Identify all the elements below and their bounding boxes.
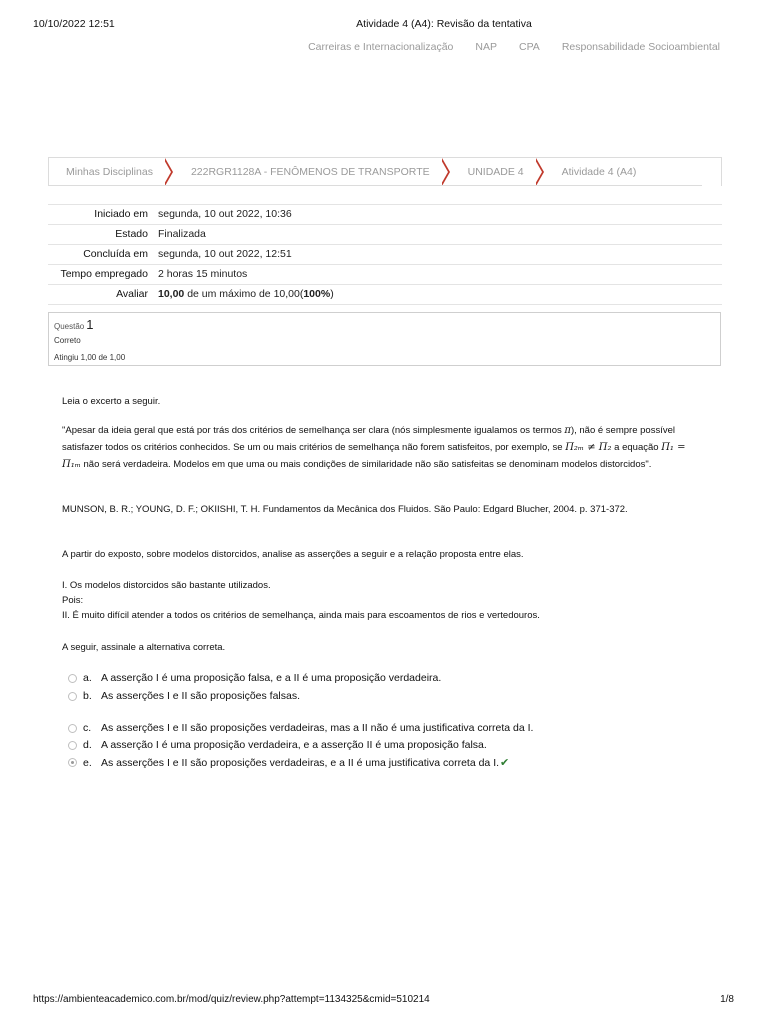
answer-letter: d.: [83, 739, 92, 751]
question-intro: Leia o excerto a seguir.: [62, 396, 161, 407]
top-navigation: [308, 41, 720, 53]
question-reference: MUNSON, B. R.; YOUNG, D. F.; OKIISHI, T. H. Fundamentos da Mecânica dos Fluidos. São Paulo: Edgard Blucher, 2004. p. 371-372.: [62, 504, 628, 515]
print-page-title: Atividade 4 (A4): Revisão da tentativa: [356, 18, 532, 30]
nav-carreiras[interactable]: Carreiras e Internacionalização: [308, 41, 454, 53]
grade-percent: 100%: [303, 288, 331, 300]
print-page-number: 1/8: [720, 994, 734, 1005]
summary-row-state: [48, 225, 722, 245]
answer-text: A asserção I é uma proposição falsa, e a II é uma proposição verdadeira.: [101, 672, 442, 684]
attempt-summary: [48, 204, 722, 305]
radio-selected-icon[interactable]: [68, 758, 77, 767]
quote-part-3: a equação: [611, 442, 662, 453]
nav-responsabilidade[interactable]: Responsabilidade Socioambiental: [561, 41, 720, 53]
quote-part-2: ), não é sempre possível satisfazer todos os critérios conhecidos. Se um ou mais critérios de semelhança não forem satisfeitos, por exemplo, se: [62, 425, 675, 453]
formula-equality: Π₁ = Π₁ₘ: [62, 442, 686, 470]
time-label: Tempo empregado: [60, 268, 148, 280]
question-number-value: 1: [86, 317, 94, 332]
summary-row-started: [48, 205, 722, 225]
radio-icon[interactable]: [68, 674, 77, 683]
quote-part-1: "Apesar da ideia geral que está por trás dos critérios de semelhança ser clara (nós simplesmente igualamos os termos: [62, 425, 565, 436]
summary-row-grade: [48, 285, 722, 305]
assertion-one: I. Os modelos distorcidos são bastante utilizados.: [62, 580, 271, 591]
answer-option-e[interactable]: [68, 756, 509, 769]
answer-option-c[interactable]: [68, 722, 533, 734]
grade-label: Avaliar: [116, 288, 148, 300]
question-state: Correto: [54, 336, 81, 345]
question-info-box: [48, 312, 721, 366]
grade-score: 10,00: [158, 288, 185, 300]
print-url: https://ambienteacademico.com.br/mod/quiz/review.php?attempt=1134325&cmid=510214: [33, 994, 430, 1005]
completed-label: Concluída em: [83, 248, 148, 260]
print-datetime: 10/10/2022 12:51: [33, 18, 115, 30]
started-label: Iniciado em: [94, 208, 148, 220]
started-value: segunda, 10 out 2022, 10:36: [158, 208, 292, 220]
radio-icon[interactable]: [68, 741, 77, 750]
breadcrumb-separator-icon: [536, 158, 544, 186]
question-grade: Atingiu 1,00 de 1,00: [54, 353, 126, 362]
assertion-connector: Pois:: [62, 595, 84, 606]
answer-text: A asserção I é uma proposição verdadeira, e a asserção II é uma proposição falsa.: [101, 739, 487, 751]
breadcrumb-unit[interactable]: UNIDADE 4: [467, 166, 524, 178]
answer-option-b[interactable]: [68, 690, 300, 702]
answer-letter: c.: [83, 722, 92, 734]
state-label: Estado: [115, 228, 148, 240]
formula-inequality: Π₂ₘ ≠ Π₂: [565, 442, 612, 453]
quote-part-4: não será verdadeira. Modelos em que uma ou mais condições de similaridade não são satisfeitas se denominam modelos distorcidos".: [80, 459, 652, 470]
breadcrumb-separator-icon: [442, 158, 450, 186]
radio-icon[interactable]: [68, 692, 77, 701]
answer-letter: a.: [83, 672, 92, 684]
summary-row-time: [48, 265, 722, 285]
question-instruction: A seguir, assinale a alternativa correta.: [62, 642, 226, 653]
question-quote: [62, 422, 702, 473]
grade-max: de um máximo de 10,00(: [184, 288, 304, 300]
breadcrumb-minhas-disciplinas[interactable]: Minhas Disciplinas: [66, 166, 153, 178]
breadcrumb-separator-icon: [165, 158, 173, 186]
question-label: Questão: [54, 322, 85, 331]
answer-text: As asserções I e II são proposições verdadeiras, e a II é uma justificativa correta da I.: [101, 756, 500, 769]
answer-option-a[interactable]: [68, 672, 441, 684]
radio-icon[interactable]: [68, 724, 77, 733]
question-prompt: A partir do exposto, sobre modelos distorcidos, analise as asserções a seguir e a relação proposta entre elas.: [62, 549, 524, 560]
check-icon: ✔: [500, 757, 510, 769]
assertion-two: II. É muito difícil atender a todos os critérios de semelhança, ainda mais para escoamentos de rios e vertedouros.: [62, 610, 540, 621]
grade-close: ): [330, 288, 334, 300]
answer-letter: e.: [83, 756, 92, 769]
pi-symbol: π: [564, 425, 571, 436]
breadcrumb-course[interactable]: 222RGR1128A - FENÔMENOS DE TRANSPORTE: [190, 166, 430, 178]
answer-text: As asserções I e II são proposições verdadeiras, mas a II não é uma justificativa correta da I.: [101, 722, 534, 734]
grade-value: [152, 285, 722, 305]
breadcrumb-divider: [48, 185, 702, 186]
state-value: Finalizada: [158, 228, 206, 240]
answer-option-d[interactable]: [68, 739, 487, 751]
question-number: [54, 317, 93, 332]
nav-cpa[interactable]: CPA: [519, 41, 540, 53]
time-value: 2 horas 15 minutos: [158, 268, 248, 280]
breadcrumb-activity[interactable]: Atividade 4 (A4): [561, 166, 637, 178]
answer-letter: b.: [83, 690, 92, 702]
summary-row-completed: [48, 245, 722, 265]
breadcrumb: [48, 157, 722, 186]
completed-value: segunda, 10 out 2022, 12:51: [158, 248, 292, 260]
nav-nap[interactable]: NAP: [475, 41, 497, 53]
answer-text: As asserções I e II são proposições falsas.: [101, 690, 301, 702]
